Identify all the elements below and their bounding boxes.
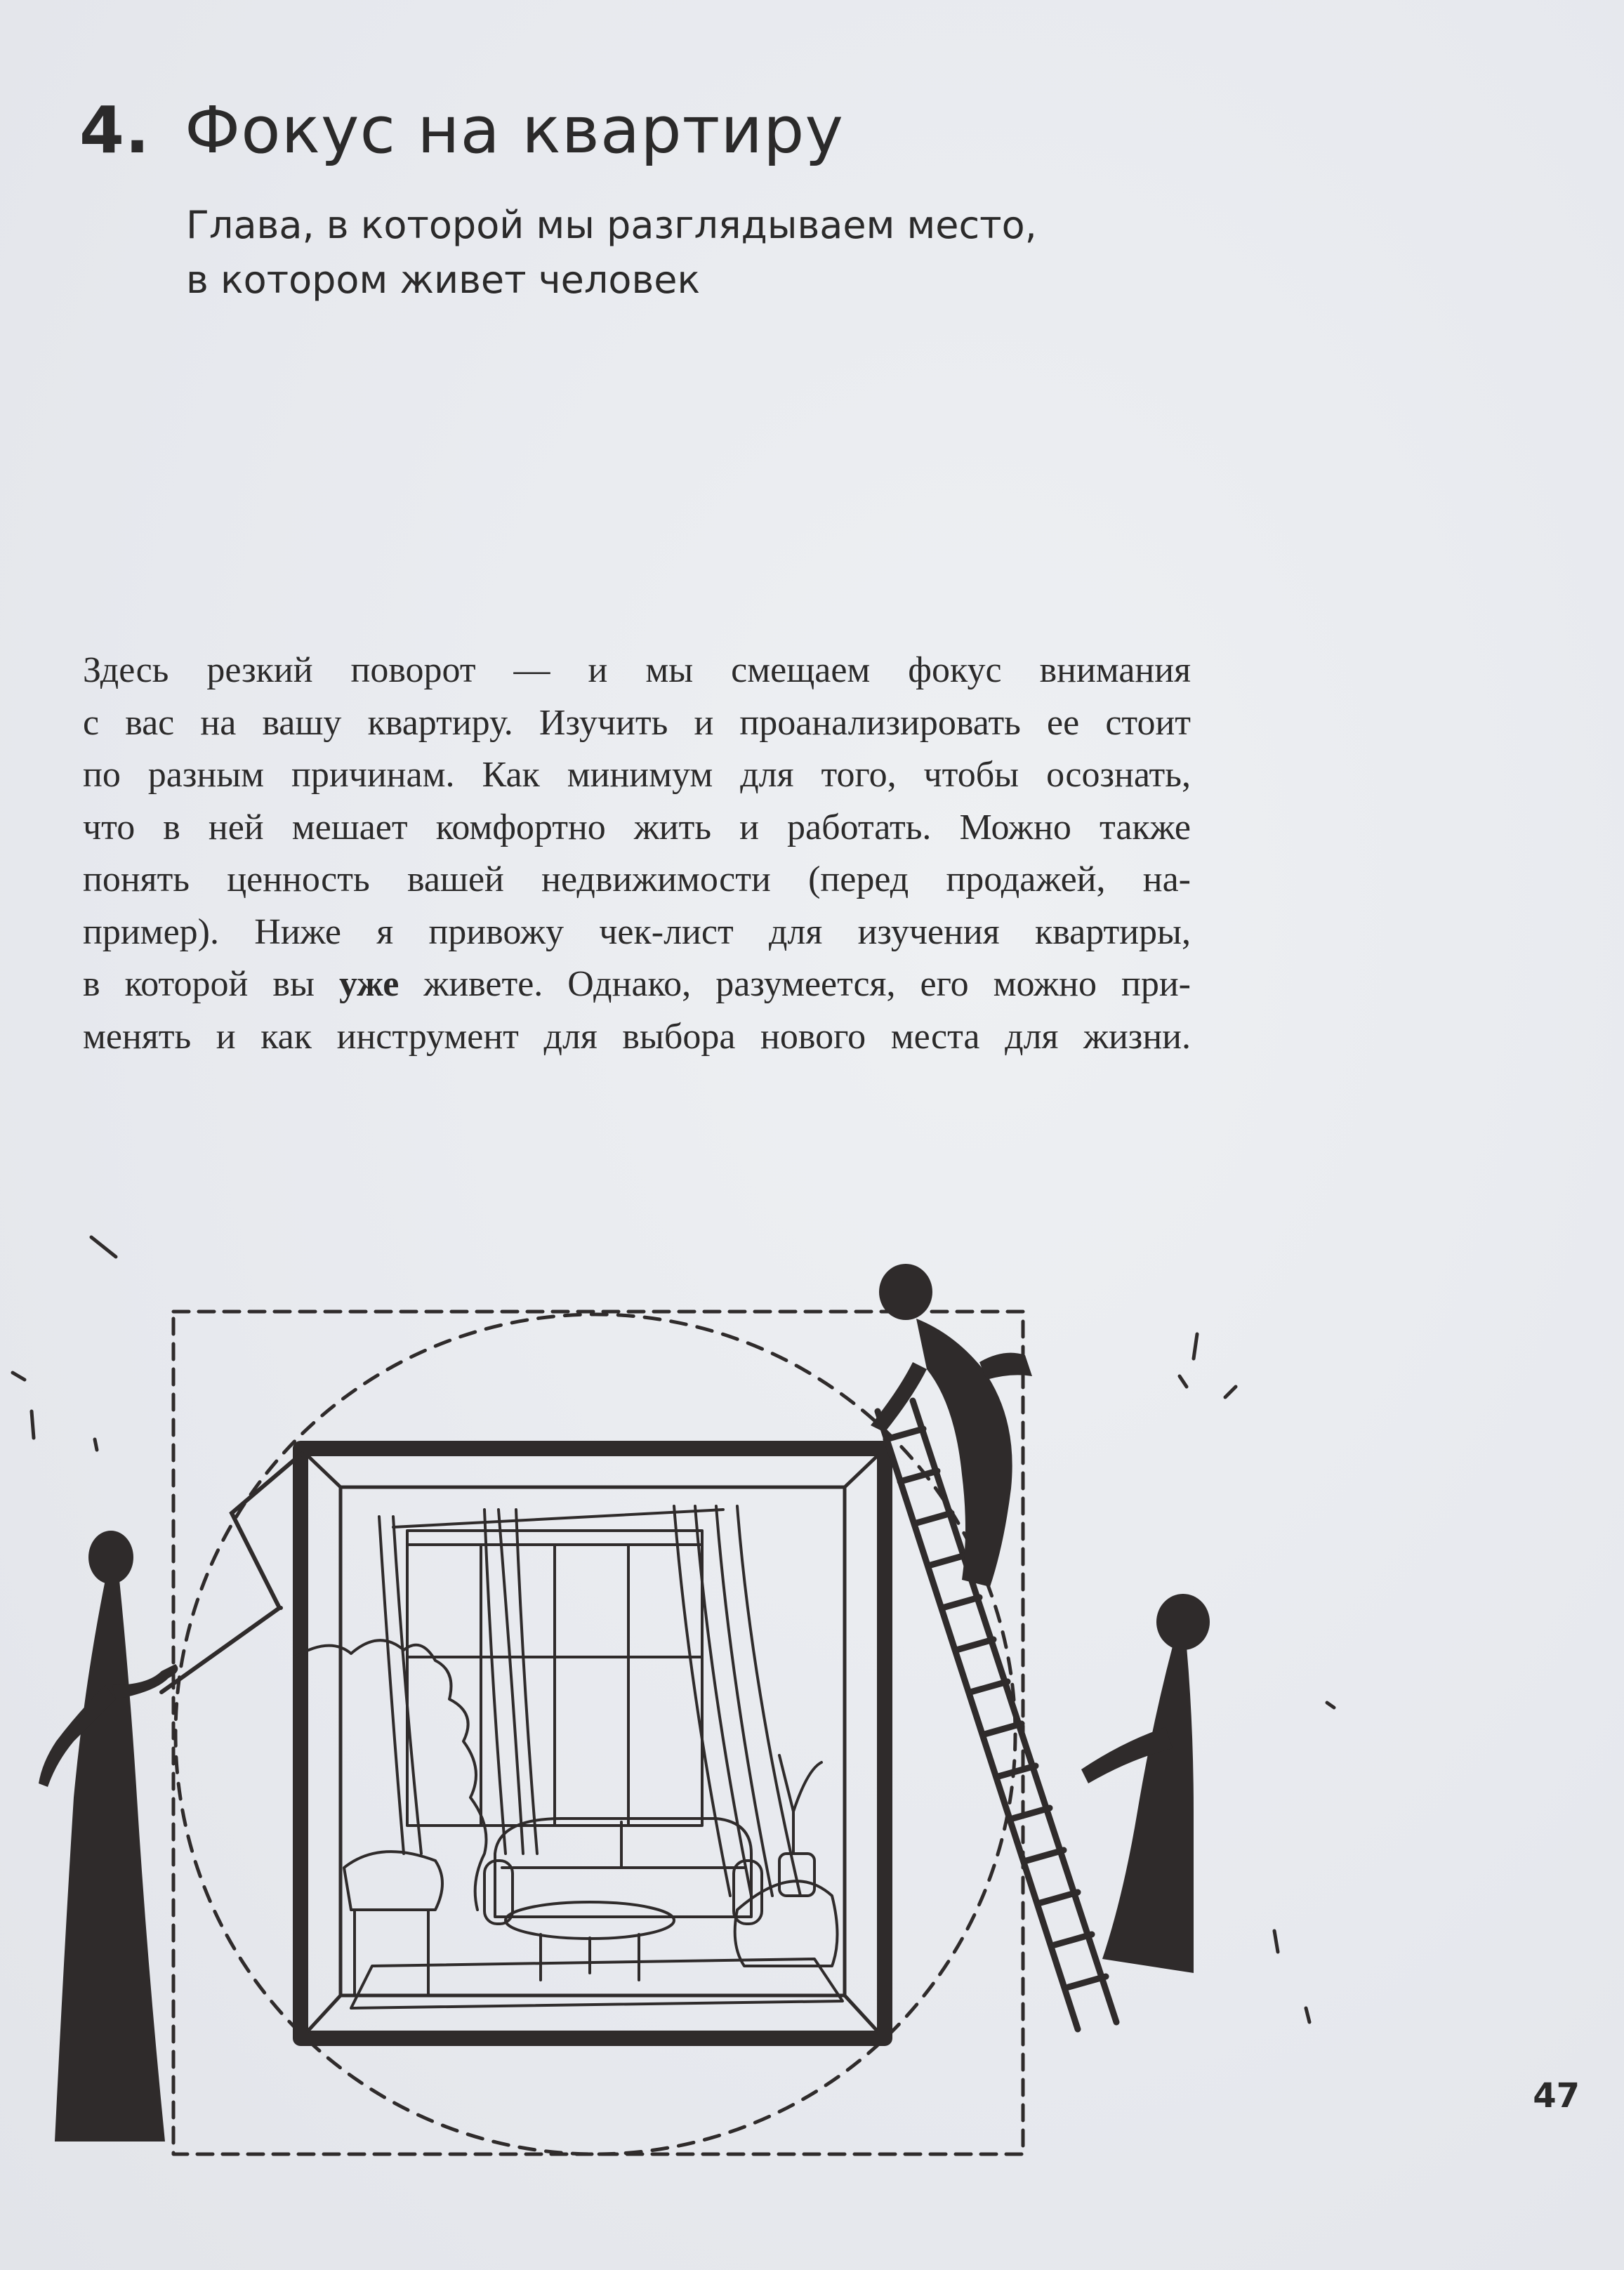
- body-line-5: понять ценность вашей недвижимости (перед продажей, на-: [83, 859, 1191, 899]
- apartment-illustration: [0, 1194, 1624, 2177]
- body-paragraph: [83, 645, 1191, 1063]
- chapter-number: 4.: [79, 93, 150, 168]
- chapter-subtitle: [186, 198, 1239, 308]
- chapter-header: [79, 93, 1203, 308]
- body-line-6: пример). Ниже я привожу чек-лист для изучения квартиры,: [83, 911, 1191, 952]
- chapter-title: [79, 93, 1203, 168]
- body-line-4: что в ней мешает комфортно жить и работать. Можно также: [83, 807, 1191, 847]
- body-line-8: менять и как инструмент для выбора нового места для жизни.: [83, 1016, 1191, 1057]
- coffee-table-icon: [506, 1902, 674, 1980]
- plant-icon: [295, 1640, 821, 1910]
- body-line-7-start: в которой вы: [83, 964, 315, 1004]
- curtain-icon: [379, 1506, 800, 1896]
- body-emphasis: уже: [338, 964, 400, 1004]
- room-frame: [301, 1449, 885, 2038]
- body-line-2: с вас на вашу квартиру. Изучить и проанализировать ее стоит: [83, 702, 1191, 743]
- chapter-subtitle-line-2: в котором живет человек: [186, 258, 701, 302]
- body-line-7-end: живете. Однако, разумеется, его можно при-: [423, 964, 1191, 1004]
- figure-pointer: [39, 1531, 165, 2142]
- figure-holding-ladder: [1081, 1594, 1210, 1973]
- page-number: 47: [1533, 2076, 1580, 2116]
- chapter-title-text: Фокус на квартиру: [185, 93, 844, 168]
- body-line-3: по разным причинам. Как минимум для того, чтобы осознать,: [83, 755, 1191, 795]
- body-line-7: [83, 958, 1191, 1011]
- body-line-1: Здесь резкий поворот — и мы смещаем фокус внимания: [83, 650, 1191, 690]
- chapter-subtitle-line-1: Глава, в которой мы разглядываем место,: [186, 203, 1037, 247]
- window-icon: [393, 1510, 723, 1826]
